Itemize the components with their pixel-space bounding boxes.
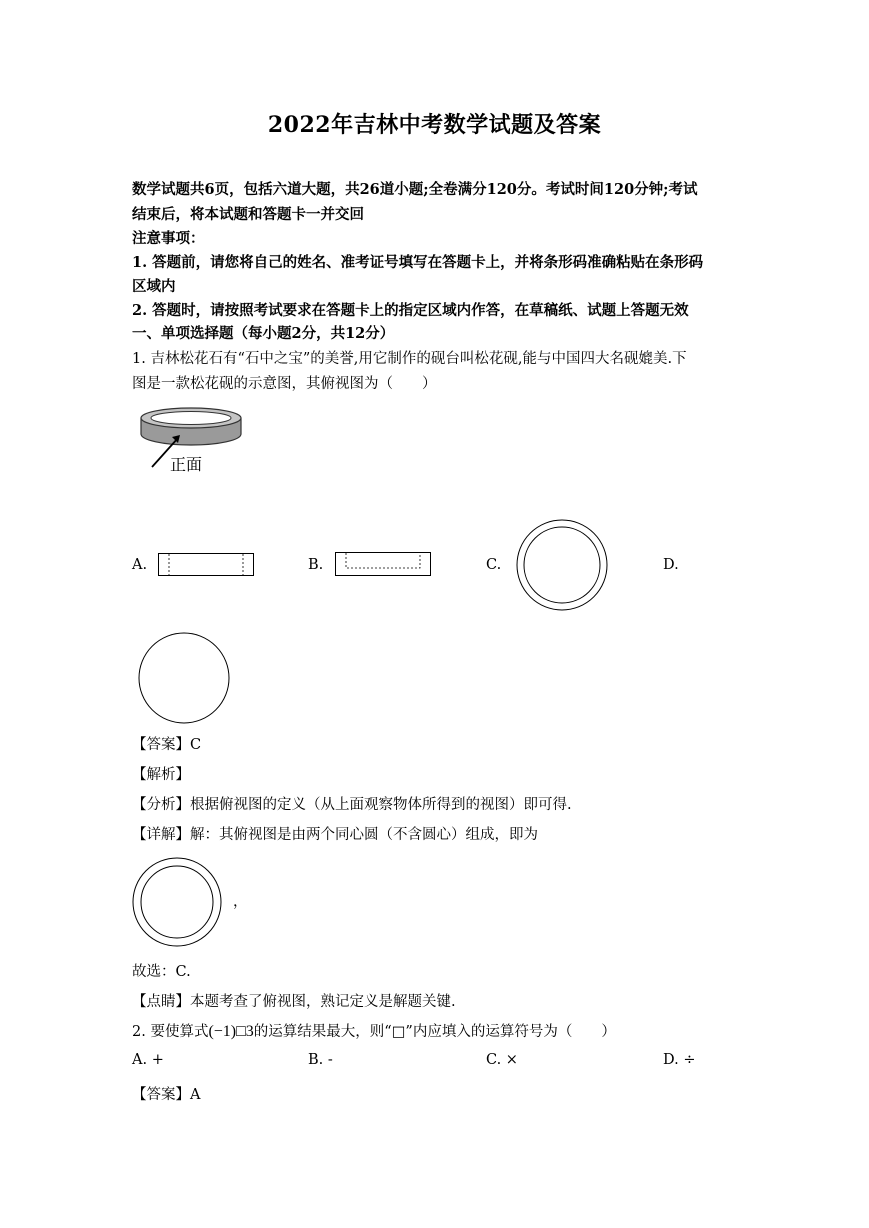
note-1-line-1: 1. 答题前，请您将自己的姓名、准考证号填写在答题卡上，并将条形码准确粘贴在条形码 (132, 254, 704, 271)
q1-option-a-figure (158, 553, 255, 577)
q1-comment: 【点睛】本题考查了俯视图，熟记定义是解题关键. (132, 994, 456, 1010)
q1-detail-comma: ， (233, 894, 248, 910)
q2-text (132, 1020, 616, 1041)
q2-expression: (−1)□3 (208, 1023, 254, 1040)
q2-prefix: 2. 要使算式 (132, 1024, 209, 1040)
q1-text-line-2: 图是一款松花砚的示意图，其俯视图为（ ） (132, 376, 437, 392)
q2-option-a: A. + (132, 1052, 164, 1068)
q1-analysis: 【解析】 (132, 767, 190, 783)
q1-option-a-label: A. (132, 557, 148, 573)
intro-line-1: 数学试题共6页，包括六道大题，共26道小题;全卷满分120分。考试时间120分钟;考试 (132, 181, 698, 198)
q1-option-b-figure (335, 552, 432, 577)
q1-option-b-label: B. (308, 557, 324, 573)
note-2: 2. 答题时，请按照考试要求在答题卡上的指定区域内作答，在草稿纸、试题上答题无效 (132, 302, 689, 319)
figure-label-front: 正面 (170, 455, 203, 474)
section-1-heading: 一、单项选择题（每小题2分，共12分） (132, 325, 395, 342)
q1-option-d-label: D. (663, 557, 679, 573)
q2-option-c: C. × (486, 1052, 518, 1068)
q1-text-line-1: 1. 吉林松花石有“石中之宝”的美誉,用它制作的砚台叫松花砚,能与中国四大名砚媲美.下 (132, 351, 687, 367)
intro-line-2: 结束后，将本试题和答题卡一并交回 (132, 206, 364, 223)
notes-title: 注意事项： (132, 230, 205, 247)
page-title: 2022年吉林中考数学试题及答案 (267, 112, 602, 138)
q2-option-b: B. - (308, 1052, 333, 1068)
q1-choose: 故选：C. (132, 964, 191, 980)
q1-option-c-label: C. (486, 557, 502, 573)
q2-suffix: 的运算结果最大，则“□”内应填入的运算符号为（ ） (253, 1024, 616, 1040)
q1-detail: 【详解】解：其俯视图是由两个同心圆（不含圆心）组成，即为 (132, 827, 538, 843)
q1-fenxi: 【分析】根据俯视图的定义（从上面观察物体所得到的视图）即可得. (132, 797, 572, 813)
q1-option-c-figure (516, 519, 608, 611)
q2-option-d: D. ÷ (663, 1052, 696, 1068)
q1-answer: 【答案】C (132, 737, 202, 753)
note-1-line-2: 区域内 (132, 278, 176, 295)
q2-answer: 【答案】A (132, 1087, 201, 1103)
q1-option-d-figure (138, 632, 230, 724)
q1-detail-figure (132, 857, 222, 947)
